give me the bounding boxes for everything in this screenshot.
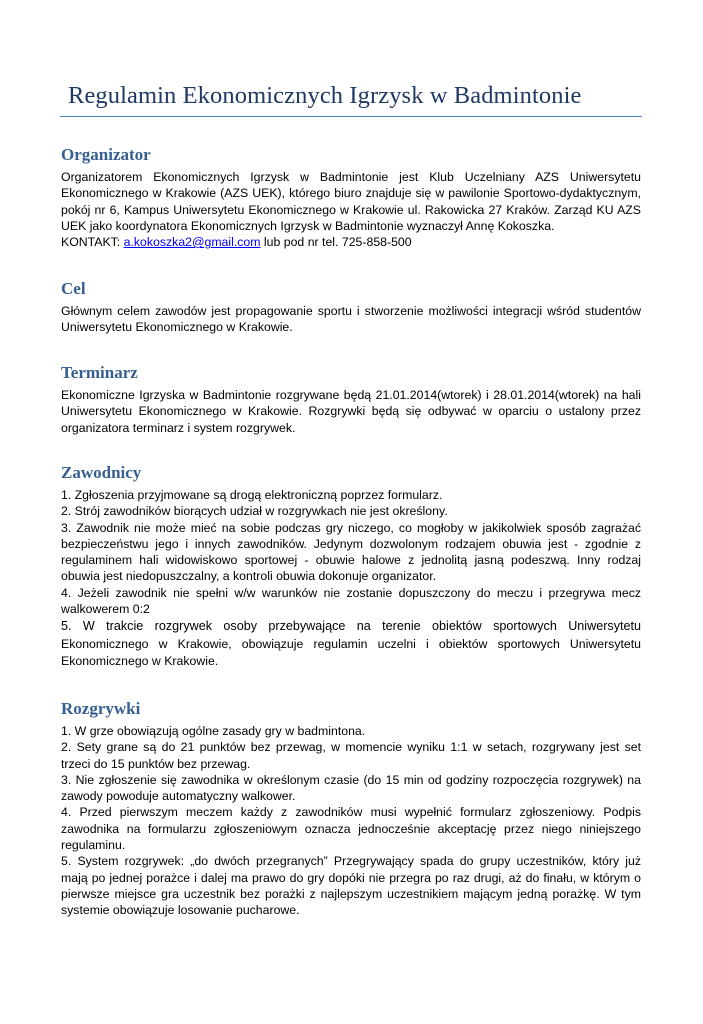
text-line: UEK jako koordynatora Ekonomicznych Igrzysk w Badmintonie wyznaczył Annę Kokoszka. [61,218,555,233]
text-line: regulaminu. [61,838,126,853]
text-line: Uniwersytetu Ekonomicznego w Krakowie. Rozgrywki będą się odbywać w oparciu o ustalony przez [61,404,641,419]
text-line: Głównym celem zawodów jest propagowanie sportu i stworzenie możliwości integracji wśród studentów [61,304,641,318]
section-heading: Organizator [61,145,151,164]
text-line: systemie obowiązuje losowanie pucharowe. [61,903,300,918]
contact-line [61,234,641,250]
list-item: 4. Jeżeli zawodnik nie spełni w/w warunków nie zostanie dopuszczony do meczu i przegrywa mecz [61,585,641,600]
contact-phone: lub pod nr tel. 725-858-500 [260,235,412,250]
paragraph [61,387,641,436]
text-line: walkowerem 0:2 [61,602,150,617]
text-line: zawodnika na formularzu zgłoszeniowym oznacza jednocześnie akceptację przez niego niniejszego [61,821,641,836]
text-line: pokój nr 6, Kampus Uniwersytetu Ekonomicznego w Krakowie ul. Rakowicka 27 Kraków. Zarząd KU AZS [61,202,641,217]
paragraph [61,169,641,250]
section-heading: Zawodnicy [61,463,142,482]
list-item: 3. Zawodnik nie może mieć na sobie podczas gry niczego, co mogłoby w jakikolwiek sposób zagrażać [61,520,641,535]
contact-email-link[interactable]: a.kokoszka2@gmail.com [123,235,261,250]
text-line: regulaminem hali widowiskowo sportowej - obuwie halowe z jednolitą jasną podeszwą. Inny rodzaj [61,553,641,568]
text-line: obuwia jest niedopuszczalny, a kontroli obuwia dokonuje organizator. [61,569,437,584]
text-line: Uniwersytetu Ekonomicznego w Krakowie. [61,320,293,335]
paragraph [61,723,641,919]
text-line: trzeci do 15 punktów bez przewag. [61,756,251,771]
list-item: 1. Zgłoszenia przyjmowane są drogą elektroniczną poprzez formularz. [61,488,443,502]
text-line: Organizatorem Ekonomicznych Igrzysk w Badmintonie jest Klub Uczelniany AZS Uniwersytetu [61,170,641,184]
text-line: pierwsze miejsce gra uczestnik bez porażki z najlepszym uczestnikiem mającym jedną porażkę. W tym [61,886,641,901]
list-item: 2. Sety grane są do 21 punktów bez przewag, w momencie wyniku 1:1 w setach, rozgrywany jest set [61,740,641,755]
text-line: Ekonomicznego w Krakowie, obowiązuje regulamin uczelni i obiektów sportowych Uniwersytetu [61,637,641,652]
paragraph [61,303,641,336]
section-organizator [61,143,641,250]
text-line: Ekonomicznego w Krakowie (AZS UEK), którego biuro znajduje się w pawilonie Sportowo-dydaktycznym, [61,186,641,201]
list-item: 1. W grze obowiązują ogólne zasady gry w badmintona. [61,724,366,738]
title-underline [60,116,642,117]
list-item: 5. System rozgrywek: „do dwóch przegranych” Przegrywający spada do grupy uczestników, który już [61,854,641,869]
section-heading: Rozgrywki [61,699,141,718]
text-line: bezpieczeństwu jego i innych zawodników. Jedynym dozwolonym rodzajem obuwia jest - zgodnie z [61,536,641,551]
text-line: Ekonomiczne Igrzyska w Badmintonie rozgrywane będą 21.01.2014(wtorek) i 28.01.2014(wtorek) na hali [61,388,641,402]
list-item: 3. Nie zgłoszenie się zawodnika w określonym czasie (do 15 min od godziny rozpoczęcia rozgrywek) na [61,772,641,787]
section-heading: Cel [61,279,86,298]
paragraph [61,487,641,669]
text-line: organizatora terminarz i system rozgrywek. [61,420,296,435]
text-line: Ekonomicznego w Krakowie. [61,653,219,668]
contact-label: KONTAKT: [61,235,124,250]
section-terminarz [61,361,641,436]
text-line: mają po jednej porażce i dalej ma prawo do gry dopóki nie przegra po raz drugi, aż do finału, w którym o [61,870,641,885]
section-zawodnicy [61,461,641,669]
list-item: 2. Strój zawodników biorących udział w rozgrywkach nie jest określony. [61,504,448,519]
list-item: 4. Przed pierwszym meczem każdy z zawodników musi wypełnić formularz zgłoszeniowy. Podpis [61,805,641,820]
section-heading: Terminarz [61,363,138,382]
text-line: zawody powoduje automatyczny walkower. [61,789,296,804]
list-item: 5. W trakcie rozgrywek osoby przebywające na terenie obiektów sportowych Uniwersytetu [61,619,641,634]
document-title: Regulamin Ekonomicznych Igrzysk w Badmintonie [68,82,582,109]
section-cel [61,277,641,336]
section-rozgrywki [61,697,641,919]
